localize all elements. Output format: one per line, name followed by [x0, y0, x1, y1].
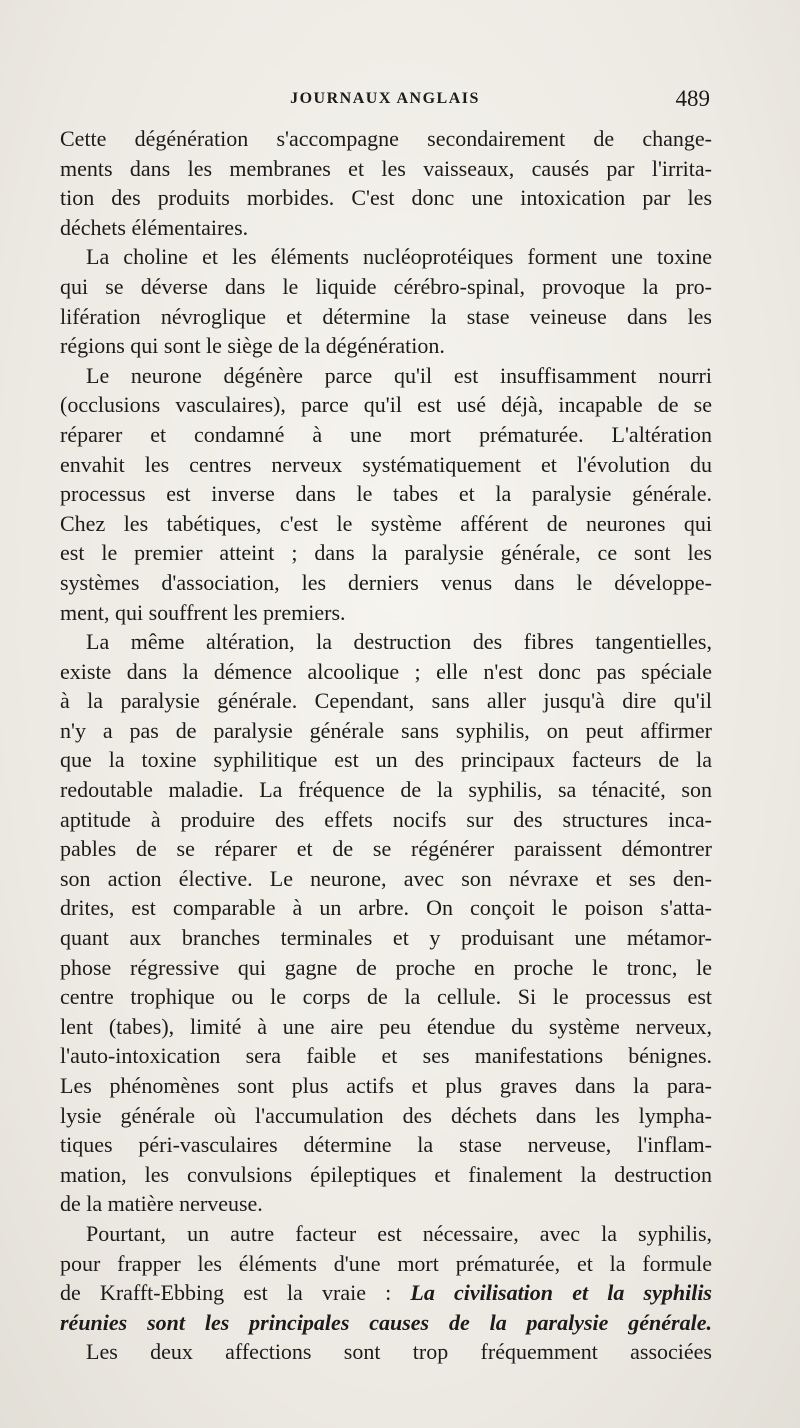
text-line: qui se déverse dans le liquide cérébro-spinal, provoque la pro-	[60, 273, 712, 299]
text-line: régions qui sont le siège de la dégénération.	[60, 333, 445, 359]
text-line: lifération névroglique et détermine la stase veineuse dans les	[60, 303, 712, 329]
text-line: centre trophique ou le corps de la cellule. Si le processus est	[60, 984, 712, 1010]
text-line-roman: de Krafft-Ebbing est la vraie :	[60, 1280, 392, 1306]
text-line: (occlusions vasculaires), parce qu'il est usé déjà, incapable de se	[60, 392, 712, 418]
text-line: redoutable maladie. La fréquence de la syphilis, sa ténacité, son	[60, 777, 712, 803]
text-line: lent (tabes), limité à une aire peu étendue du système nerveux,	[60, 1013, 712, 1039]
text-line: l'auto-intoxication sera faible et ses manifestations bénignes.	[60, 1043, 712, 1069]
text-line: Le neurone dégénère parce qu'il est insuffisamment nourri	[86, 362, 712, 388]
text-line: La choline et les éléments nucléoprotéiques forment une toxine	[86, 244, 712, 270]
text-line: que la toxine syphilitique est un des principaux facteurs de la	[60, 747, 712, 773]
text-line: à la paralysie générale. Cependant, sans aller jusqu'à dire qu'il	[60, 688, 712, 714]
text-line: n'y a pas de paralysie générale sans syphilis, on peut affirmer	[60, 717, 712, 743]
text-line: phose régressive qui gagne de proche en proche le tronc, le	[60, 954, 712, 980]
text-line: envahit les centres nerveux systématiquement et l'évolution du	[60, 451, 712, 477]
text-line: de la matière nerveuse.	[60, 1191, 263, 1217]
text-line: Cette dégénération s'accompagne secondairement de change-	[60, 126, 712, 151]
body-text	[60, 124, 712, 1367]
text-line: systèmes d'association, les derniers venus dans le développe-	[60, 569, 712, 595]
text-line: Les deux affections sont trop fréquemment associées	[86, 1339, 712, 1365]
text-line: est le premier atteint ; dans la paralysie générale, ce sont les	[60, 540, 712, 566]
text-line: ment, qui souffrent les premiers.	[60, 599, 346, 625]
italic-quote: La civilisation et la syphilis	[410, 1280, 712, 1306]
text-line: ments dans les membranes et les vaisseaux, causés par l'irrita-	[60, 155, 712, 181]
text-line: réparer et condamné à une mort prématurée. L'altération	[60, 421, 712, 447]
text-line: déchets élémentaires.	[60, 214, 249, 240]
text-line: mation, les convulsions épileptiques et finalement la destruction	[60, 1161, 712, 1187]
text-line: La même altération, la destruction des fibres tangentielles,	[86, 629, 712, 655]
page-number: 489	[675, 86, 710, 111]
text-line: existe dans la démence alcoolique ; elle n'est donc pas spéciale	[60, 658, 712, 684]
text-line: tiques péri-vasculaires détermine la stase nerveuse, l'inflam-	[60, 1132, 712, 1158]
running-head	[60, 86, 710, 116]
text-line: Chez les tabétiques, c'est le système afférent de neurones qui	[60, 510, 712, 536]
italic-quote: réunies sont les principales causes de la paralysie générale.	[60, 1309, 712, 1335]
text-line: son action élective. Le neurone, avec son névraxe et ses den-	[60, 865, 712, 891]
text-line: pour frapper les éléments d'une mort prématurée, et la formule	[60, 1250, 712, 1276]
text-line: drites, est comparable à un arbre. On conçoit le poison s'atta-	[60, 895, 712, 921]
text-line: lysie générale où l'accumulation des déchets dans les lympha-	[60, 1102, 712, 1128]
text-line	[60, 1278, 712, 1308]
text-line: tion des produits morbides. C'est donc une intoxication par les	[60, 185, 712, 211]
running-title: JOURNAUX ANGLAIS	[290, 90, 480, 107]
text-line: Les phénomènes sont plus actifs et plus graves dans la para-	[60, 1073, 712, 1098]
text-line: Pourtant, un autre facteur est nécessaire, avec la syphilis,	[86, 1220, 712, 1246]
text-line: processus est inverse dans le tabes et la paralysie générale.	[60, 481, 712, 507]
text-line: quant aux branches terminales et y produisant une métamor-	[60, 925, 712, 951]
text-line: pables de se réparer et de se régénérer paraissent démontrer	[60, 836, 712, 862]
text-line: aptitude à produire des effets nocifs sur des structures inca-	[60, 806, 712, 832]
text-line	[60, 1308, 712, 1338]
